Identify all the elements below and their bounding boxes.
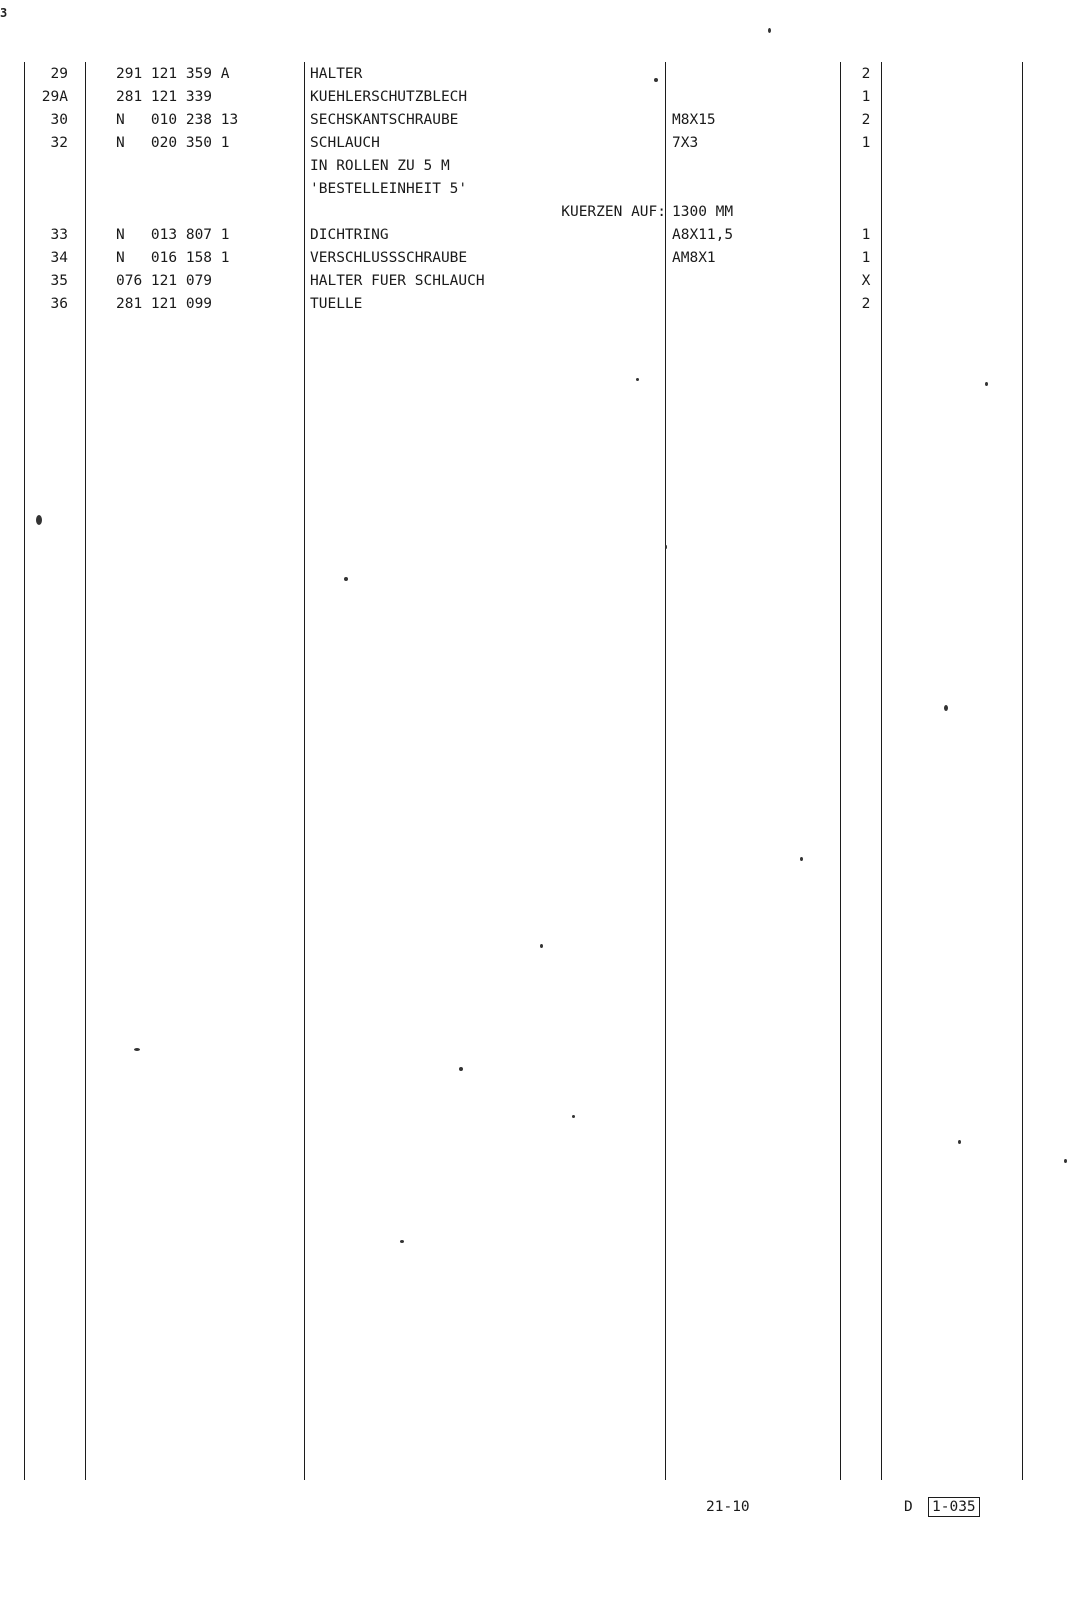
- quantity: 2: [861, 112, 871, 128]
- part-number: 076 121 079: [116, 273, 213, 289]
- quantity: 1: [861, 227, 871, 243]
- part-number: 281 121 099: [116, 296, 213, 312]
- part-number: N 013 807 1: [116, 227, 230, 243]
- table-row: [0, 270, 1087, 292]
- table-row: [0, 293, 1087, 315]
- part-number: N 020 350 1: [116, 135, 230, 151]
- table-row: [0, 247, 1087, 269]
- pos-number: 29A: [41, 89, 68, 105]
- description: DICHTRING: [310, 227, 389, 243]
- pos-number: 29: [50, 66, 68, 82]
- specification: 7X3: [672, 135, 699, 151]
- description: SCHLAUCH: [310, 135, 380, 151]
- table-row: [0, 86, 1087, 108]
- description: 'BESTELLEINHEIT 5': [310, 181, 468, 197]
- table-row: [0, 155, 1087, 177]
- table-row: [0, 132, 1087, 154]
- table-row: [0, 201, 1087, 223]
- part-number: N 016 158 1: [116, 250, 230, 266]
- description: TUELLE: [310, 296, 363, 312]
- quantity: X: [861, 273, 871, 289]
- description: KUEHLERSCHUTZBLECH: [310, 89, 468, 105]
- pos-number: 30: [50, 112, 68, 128]
- table-row: [0, 224, 1087, 246]
- table-row: [0, 109, 1087, 131]
- pos-number: 34: [50, 250, 68, 266]
- part-number: N 010 238 13: [116, 112, 239, 128]
- description: VERSCHLUSSSCHRAUBE: [310, 250, 468, 266]
- specification: A8X11,5: [672, 227, 734, 243]
- quantity: 1: [861, 250, 871, 266]
- table-row: [0, 178, 1087, 200]
- corner-mark: 3: [0, 6, 8, 20]
- section-reference: 21-10: [706, 1499, 750, 1515]
- description: SECHSKANTSCHRAUBE: [310, 112, 459, 128]
- pos-number: 32: [50, 135, 68, 151]
- quantity: 1: [861, 89, 871, 105]
- description: HALTER FUER SCHLAUCH: [310, 273, 485, 289]
- description: KUERZEN AUF:: [561, 204, 666, 220]
- page-number-box: 1-035: [928, 1497, 980, 1517]
- specification: M8X15: [672, 112, 716, 128]
- specification: AM8X1: [672, 250, 716, 266]
- edition-letter: D: [904, 1499, 913, 1515]
- pos-number: 33: [50, 227, 68, 243]
- pos-number: 35: [50, 273, 68, 289]
- part-number: 291 121 359 A: [116, 66, 230, 82]
- quantity: 1: [861, 135, 871, 151]
- part-number: 281 121 339: [116, 89, 213, 105]
- description: HALTER: [310, 66, 363, 82]
- quantity: 2: [861, 66, 871, 82]
- description: IN ROLLEN ZU 5 M: [310, 158, 450, 174]
- specification: 1300 MM: [672, 204, 734, 220]
- pos-number: 36: [50, 296, 68, 312]
- table-row: [0, 63, 1087, 85]
- quantity: 2: [861, 296, 871, 312]
